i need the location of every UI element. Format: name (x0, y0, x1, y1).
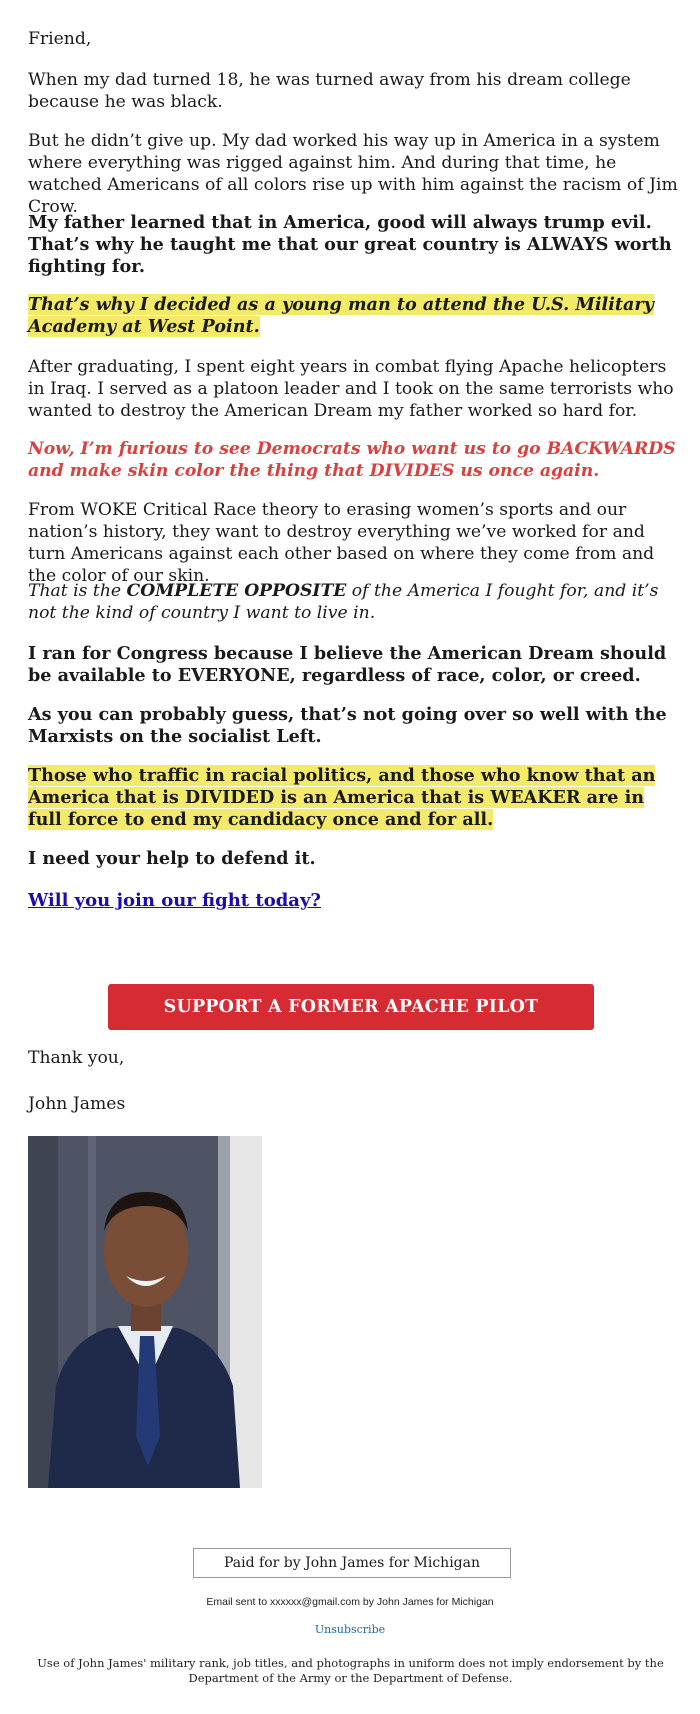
thanks: Thank you, (28, 1048, 125, 1068)
signature: John James (28, 1094, 126, 1114)
paragraph-system-rigged: But he didn’t give up. My dad worked his way up in America in a system where everything was rigged against him. And during that time, he watched Americans of all colors rise up with him against the racism of Jim Crow. (28, 131, 678, 217)
paragraph-dad-college: When my dad turned 18, he was turned away from his dream college because he was black. (28, 70, 631, 112)
cta-link-line (28, 890, 678, 912)
paid-for-box: Paid for by John James for Michigan (193, 1548, 511, 1578)
highlight-racial-politics: Those who traffic in racial politics, and those who know that an America that is DIVIDED is an America that is WEAKER are in full force to end my candidacy once and for all. (28, 765, 656, 830)
paragraph-complete-opposite (28, 580, 678, 624)
candidate-photo (28, 1136, 262, 1488)
disclaimer: Use of John James' military rank, job titles, and photographs in uniform does not imply endorsement by the Department of the Army or the Department of Defense. (37, 1656, 664, 1685)
paragraph-racial-politics (28, 765, 678, 831)
opposite-post: of the America I fought for, and it’s not the kind of country I want to live in. (28, 581, 659, 623)
opposite-pre: That is the (28, 581, 127, 601)
paragraph-apache-iraq: After graduating, I spent eight years in combat flying Apache helicopters in Iraq. I served as a platoon leader and I took on the same terrorists who wanted to destroy the American Dream my father worked so hard for. (28, 357, 674, 421)
greeting: Friend, (28, 29, 92, 49)
highlight-west-point: That’s why I decided as a young man to attend the U.S. Military Academy at West Point. (28, 294, 654, 337)
paragraph-ran-for-congress: I ran for Congress because I believe the American Dream should be available to EVERYONE, regardless of race, color, or creed. (28, 643, 667, 686)
paragraph-need-help: I need your help to defend it. (28, 848, 316, 869)
support-button[interactable]: SUPPORT A FORMER APACHE PILOT (108, 984, 594, 1030)
opposite-bold: COMPLETE OPPOSITE (126, 581, 347, 601)
paragraph-west-point (28, 294, 678, 338)
unsubscribe-link[interactable]: Unsubscribe (314, 1623, 386, 1636)
paragraph-democrats-backwards: Now, I’m furious to see Democrats who want us to go BACKWARDS and make skin color the thing that DIVIDES us once again. (28, 439, 676, 481)
paragraph-father-lesson: My father learned that in America, good will always trump evil. That’s why he taught me that our great country is ALWAYS worth fighting for. (28, 212, 672, 277)
email-sent-notice: Email sent to xxxxxx@gmail.com by John James for Michigan (206, 1596, 494, 1608)
paragraph-marxists: As you can probably guess, that’s not going over so well with the Marxists on the socialist Left. (28, 704, 667, 747)
join-fight-link[interactable]: Will you join our fight today? (28, 890, 321, 911)
paragraph-woke: From WOKE Critical Race theory to erasing women’s sports and our nation’s history, they want to destroy everything we’ve worked for and turn Americans against each other based on where they come from and the color of our skin. (28, 500, 655, 586)
